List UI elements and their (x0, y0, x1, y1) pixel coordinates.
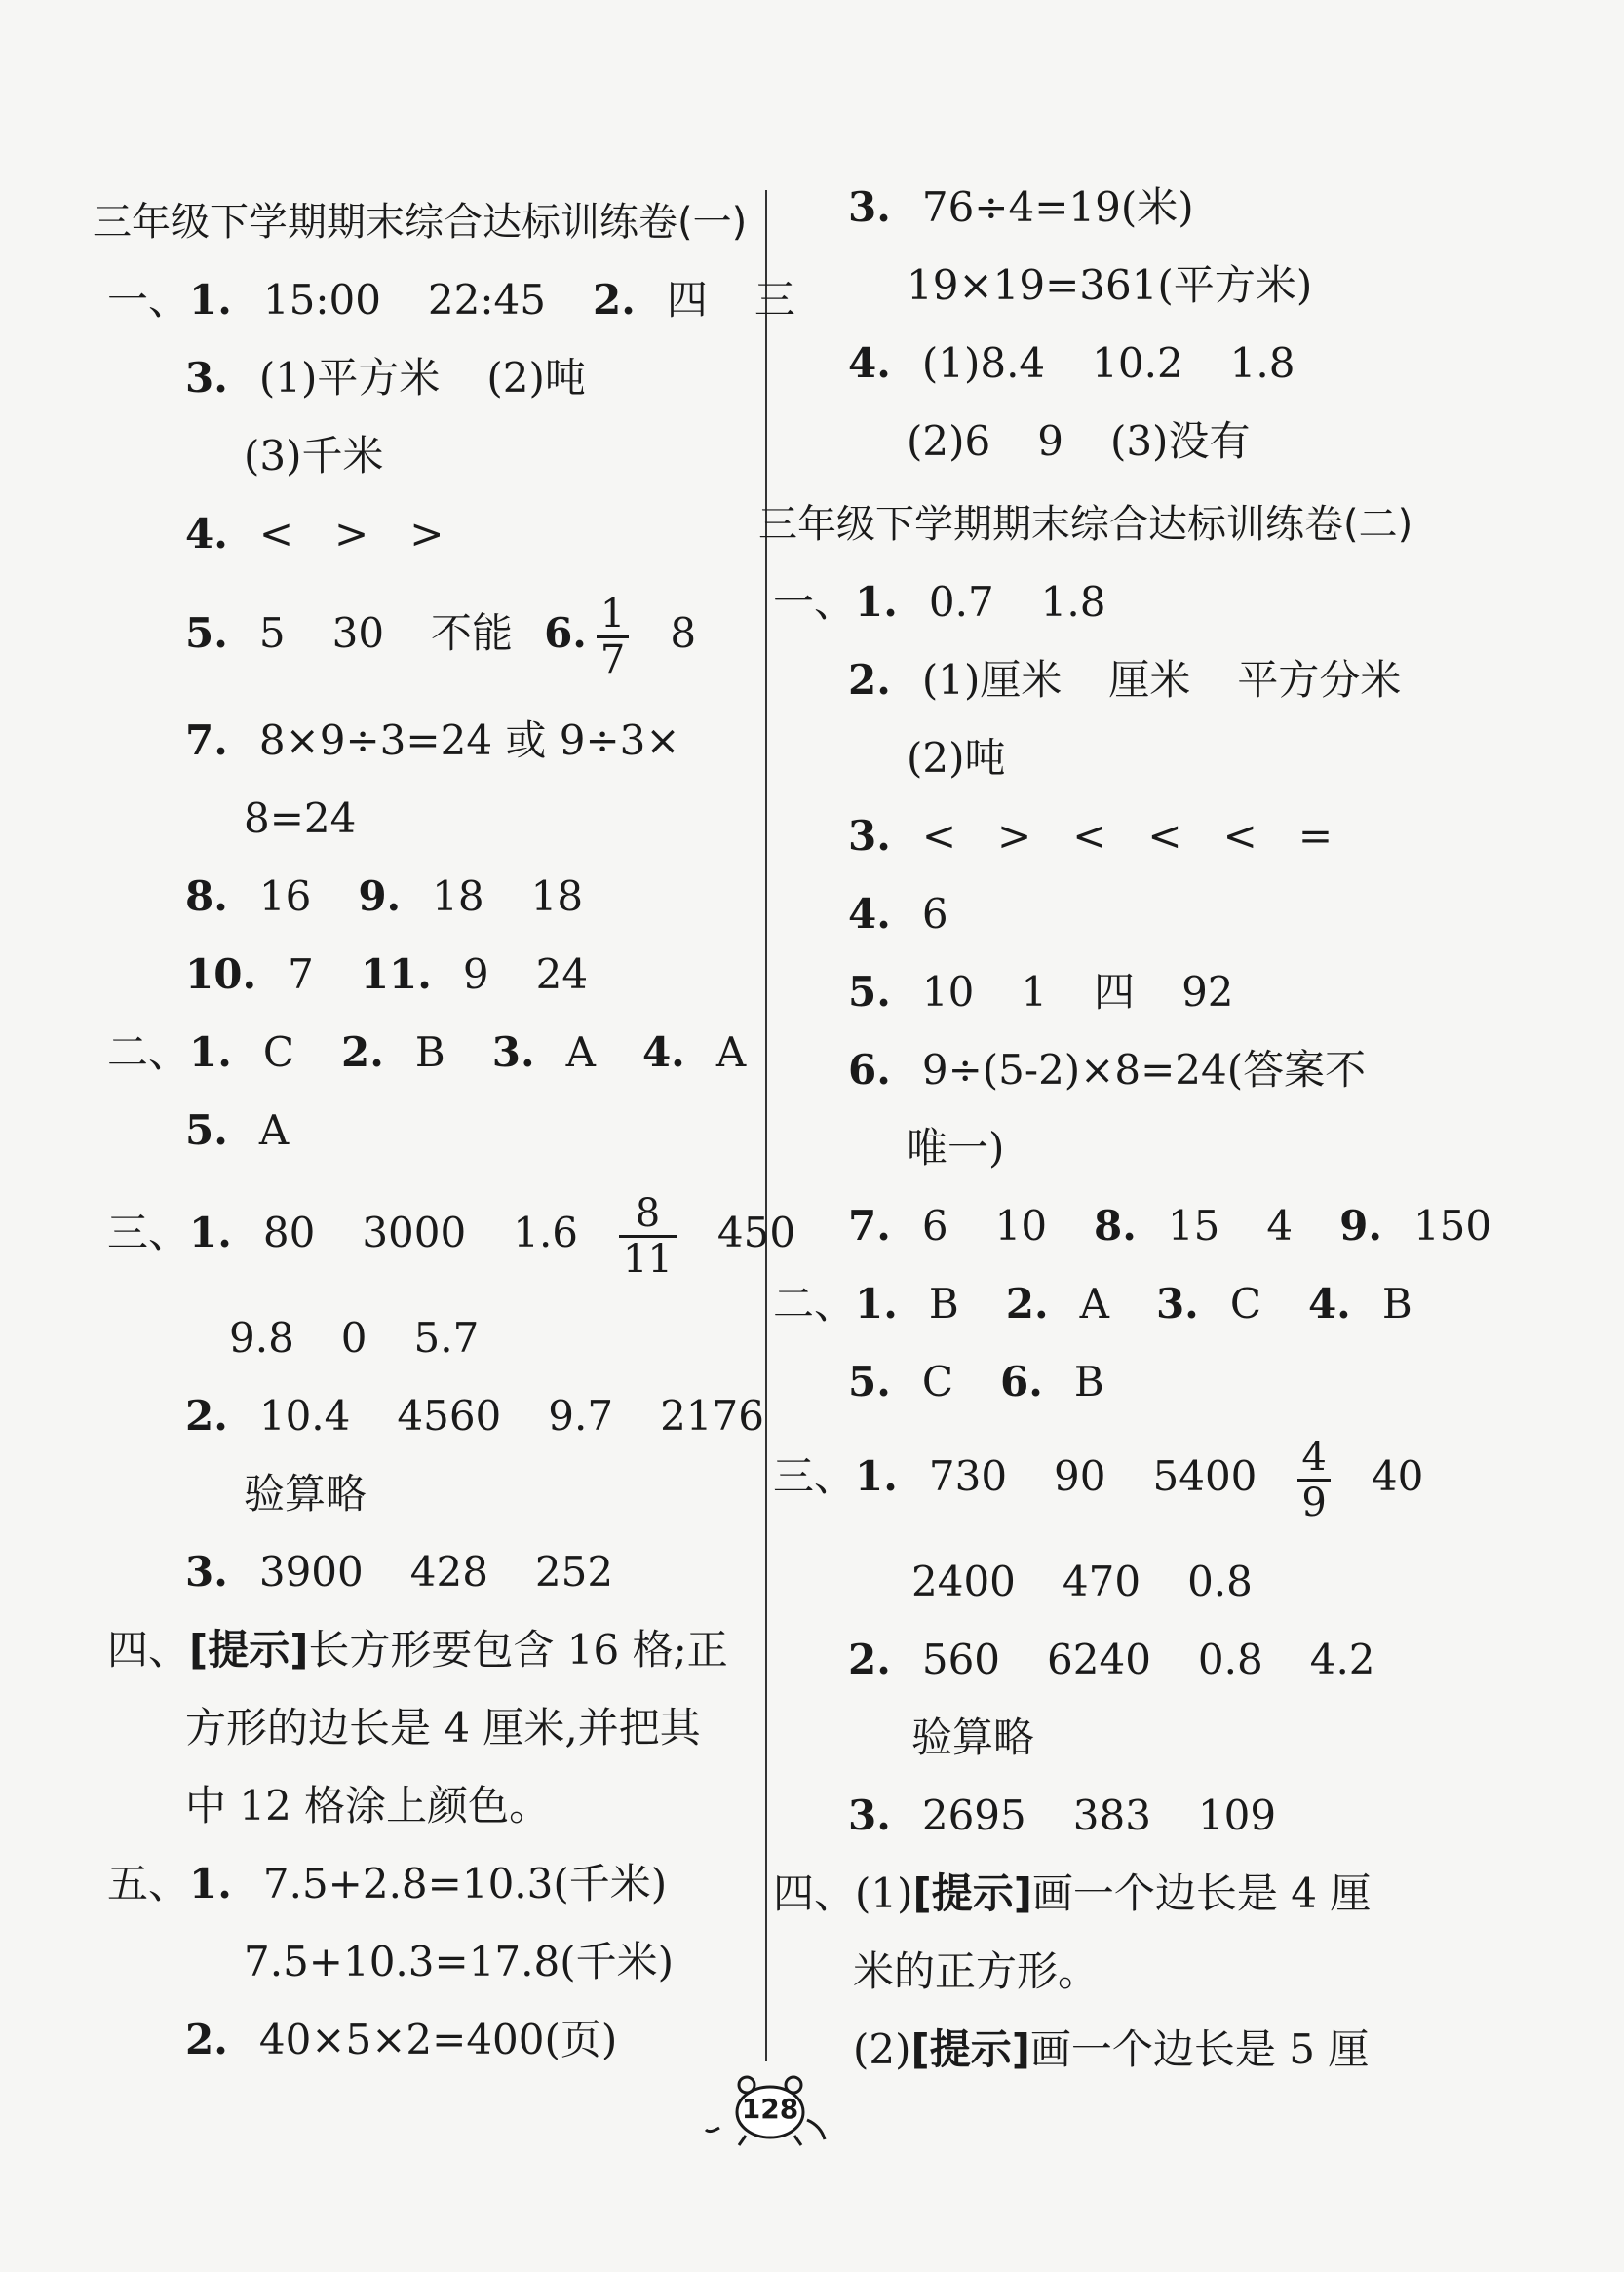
answer-line: 二、1. C 2. B 3. A 4. A (107, 1028, 747, 1076)
answer-line: (2)[提示]画一个边长是 5 厘 (853, 2025, 1370, 2073)
answer-line: 2. 560 6240 0.8 4.2 (848, 1636, 1375, 1683)
answer-line: 米的正方形。 (853, 1947, 1100, 1995)
answer-line: 5. C 6. B (848, 1358, 1104, 1406)
answer-line: 5. 5 30 不能 6. $\frac{1}{7}$ 8 (185, 591, 697, 682)
answer-line: 4. < > > (185, 510, 445, 558)
answer-line: 2. 10.4 4560 9.7 2176 (185, 1392, 764, 1440)
answer-line: 五、1. 7.5+2.8=10.3(千米) (107, 1860, 668, 1907)
answer-line: 一、1. 0.7 1.8 (773, 578, 1106, 626)
answer-line: 5. A (185, 1106, 290, 1154)
answer-line: 5. 10 1 四 92 (848, 968, 1234, 1016)
answer-line: 四、(1)[提示]画一个边长是 4 厘 (773, 1869, 1372, 1917)
answer-line: 中 12 格涂上颜色。 (185, 1782, 551, 1829)
answer-line: 9.8 0 5.7 (229, 1314, 480, 1362)
answer-line: 方形的边长是 4 厘米,并把其 (185, 1704, 701, 1752)
answer-line: 验算略 (244, 1470, 367, 1518)
answer-line: 四、[提示]长方形要包含 16 格;正 (107, 1626, 728, 1674)
answer-line: 3. 76÷4=19(米) (848, 183, 1194, 231)
fraction: $\frac{8}{11}$ (619, 1192, 677, 1281)
answer-line: 验算略 (911, 1714, 1035, 1761)
answer-line: 7.5+10.3=17.8(千米) (244, 1938, 674, 1985)
answer-line: (3)千米 (244, 432, 384, 480)
answer-line: 一、1. 15:00 22:45 2. 四 三 (107, 276, 795, 324)
section-heading-1: 三年级下学期期末综合达标训练卷(一) (93, 200, 748, 245)
answer-line: 19×19=361(平方米) (907, 261, 1313, 309)
answer-line: 三、1. 730 90 5400 $\frac{4}{9}$ 40 (773, 1434, 1424, 1525)
fraction: $\frac{1}{7}$ (597, 593, 629, 681)
fraction: $\frac{4}{9}$ (1297, 1436, 1330, 1524)
section-heading-2: 三年级下学期期末综合达标训练卷(二) (758, 502, 1413, 547)
answer-line: 三、1. 80 3000 1.6 $\frac{8}{11}$ 450 (107, 1190, 796, 1282)
answer-line: 7. 8×9÷3=24 或 9÷3× (185, 716, 680, 764)
answer-line: 3. < > < < < = (848, 812, 1334, 860)
answer-line: (2)吨 (907, 734, 1006, 782)
page-number: 128 (741, 2093, 799, 2125)
answer-line: 7. 6 10 8. 15 4 9. 150 (848, 1202, 1492, 1250)
answer-line: 2. (1)厘米 厘米 平方分米 (848, 656, 1402, 704)
answer-line: 2400 470 0.8 (911, 1558, 1253, 1605)
column-divider (765, 190, 767, 2061)
answer-line: (2)6 9 (3)没有 (907, 417, 1251, 465)
answer-line: 二、1. B 2. A 3. C 4. B (773, 1280, 1412, 1328)
answer-line: 8. 16 9. 18 18 (185, 872, 584, 920)
answer-line: 8=24 (244, 794, 357, 842)
answer-line: 3. 3900 428 252 (185, 1548, 614, 1596)
answer-line: 唯一) (907, 1124, 1005, 1172)
answer-line: 4. (1)8.4 10.2 1.8 (848, 339, 1295, 387)
answer-line: 3. 2695 383 109 (848, 1791, 1277, 1839)
page-number-badge (702, 2071, 829, 2149)
answer-line: 6. 9÷(5-2)×8=24(答案不 (848, 1046, 1367, 1094)
answer-line: 2. 40×5×2=400(页) (185, 2016, 618, 2063)
answer-line: 10. 7 11. 9 24 (185, 950, 589, 998)
answer-line: 4. 6 (848, 890, 948, 938)
answer-line: 3. (1)平方米 (2)吨 (185, 354, 586, 402)
